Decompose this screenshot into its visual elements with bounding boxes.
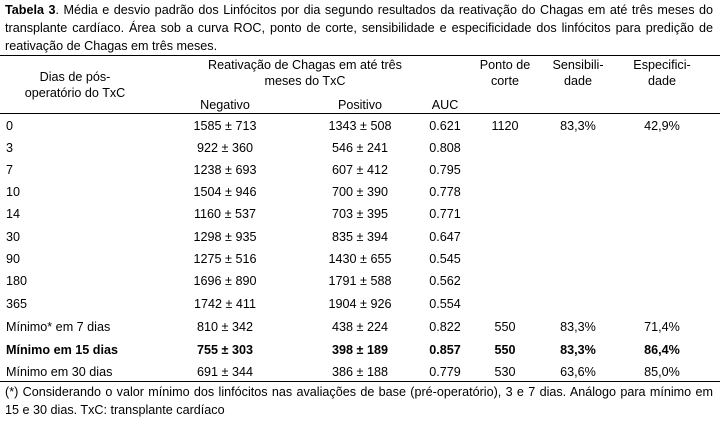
- cell-auc: 0.822: [429, 320, 461, 334]
- header-especificidade-line2: dade: [647, 74, 677, 88]
- cell-auc: 0.857: [429, 343, 461, 357]
- cell-auc: 0.795: [429, 163, 461, 177]
- cell-day: 365: [6, 297, 28, 311]
- cell-day: 7: [6, 163, 14, 177]
- cell-especificidade: 86,4%: [644, 343, 680, 357]
- header-positivo: Positivo: [337, 98, 383, 112]
- cell-positivo: 1343 ± 508: [328, 119, 392, 133]
- cell-positivo: 1904 ± 926: [328, 297, 392, 311]
- cell-sensibilidade: 83,3%: [560, 119, 596, 133]
- cell-day: Mínimo* em 7 dias: [6, 320, 111, 334]
- header-days-line2: operatório do TxC: [24, 86, 126, 100]
- cell-especificidade: 85,0%: [644, 365, 680, 379]
- cell-positivo: 607 ± 412: [332, 163, 388, 177]
- cell-positivo: 703 ± 395: [332, 207, 388, 221]
- cell-auc: 0.621: [429, 119, 461, 133]
- header-bottom-rule: [0, 113, 720, 114]
- table-footnote: (*) Considerando o valor mínimo dos linfócitos nas avaliações de base (pré-operatório), 3 e 7 dias. Análogo para mínimo em 15 e 30 dias. TxC: transplante cardíaco: [5, 385, 713, 417]
- cell-negativo: 1696 ± 890: [193, 274, 257, 288]
- cell-day: 90: [6, 252, 21, 266]
- header-auc: AUC: [431, 98, 459, 112]
- cell-auc: 0.647: [429, 230, 461, 244]
- cell-sensibilidade: 83,3%: [560, 343, 596, 357]
- cell-positivo: 700 ± 390: [332, 185, 388, 199]
- header-especificidade-line1: Especifici-: [633, 58, 691, 72]
- cell-auc: 0.554: [429, 297, 461, 311]
- table-label: Tabela 3: [5, 3, 56, 17]
- cell-negativo: 691 ± 344: [197, 365, 253, 379]
- header-ponto-line2: corte: [491, 74, 519, 88]
- cell-especificidade: 42,9%: [644, 119, 680, 133]
- cell-positivo: 835 ± 394: [332, 230, 388, 244]
- cell-ponto-corte: 550: [494, 343, 516, 357]
- header-reativacao-line2: meses do TxC: [264, 74, 346, 88]
- cell-day: 180: [6, 274, 28, 288]
- cell-day: Mínimo em 15 dias: [6, 343, 118, 357]
- cell-ponto-corte: 1120: [491, 119, 519, 133]
- header-sensibilidade-line2: dade: [563, 74, 593, 88]
- cell-ponto-corte: 530: [494, 365, 516, 379]
- cell-auc: 0.778: [429, 185, 461, 199]
- cell-positivo: 438 ± 224: [332, 320, 388, 334]
- cell-sensibilidade: 63,6%: [560, 365, 596, 379]
- cell-negativo: 1504 ± 946: [193, 185, 257, 199]
- cell-auc: 0.545: [429, 252, 461, 266]
- cell-day: 14: [6, 207, 21, 221]
- table-bottom-rule: [0, 381, 720, 382]
- cell-negativo: 922 ± 360: [197, 141, 253, 155]
- header-reativacao-line1: Reativação de Chagas em até três: [208, 58, 402, 72]
- header-days-line1: Dias de pós-: [39, 70, 111, 84]
- cell-day: 0: [6, 119, 14, 133]
- table-top-rule: [0, 55, 720, 56]
- cell-positivo: 398 ± 189: [332, 343, 388, 357]
- cell-auc: 0.771: [429, 207, 461, 221]
- cell-day: 10: [6, 185, 21, 199]
- cell-negativo: 1298 ± 935: [193, 230, 257, 244]
- cell-negativo: 1275 ± 516: [193, 252, 257, 266]
- cell-positivo: 1791 ± 588: [328, 274, 392, 288]
- cell-negativo: 1238 ± 693: [193, 163, 257, 177]
- cell-especificidade: 71,4%: [644, 320, 680, 334]
- cell-positivo: 1430 ± 655: [328, 252, 392, 266]
- header-ponto-line1: Ponto de: [479, 58, 531, 72]
- cell-negativo: 1160 ± 537: [193, 207, 256, 221]
- cell-negativo: 1742 ± 411: [193, 297, 256, 311]
- table-caption: [5, 1, 713, 55]
- cell-day: 3: [6, 141, 14, 155]
- cell-negativo: 810 ± 342: [197, 320, 253, 334]
- cell-negativo: 755 ± 303: [197, 343, 253, 357]
- cell-auc: 0.808: [429, 141, 461, 155]
- header-negativo: Negativo: [200, 98, 250, 112]
- cell-auc: 0.779: [429, 365, 461, 379]
- cell-day: 30: [6, 230, 21, 244]
- cell-positivo: 386 ± 188: [332, 365, 388, 379]
- cell-auc: 0.562: [429, 274, 461, 288]
- cell-ponto-corte: 550: [494, 320, 516, 334]
- caption-text: . Média e desvio padrão dos Linfócitos por dia segundo resultados da reativação do Chagas em até três meses do transplante cardíaco. Área sob a curva ROC, ponto de corte, sensibilidade e especificidade dos linfócitos para predição de reativação de Chagas em três meses.: [5, 3, 713, 53]
- header-sensibilidade-line1: Sensibili-: [552, 58, 604, 72]
- cell-day: Mínimo em 30 dias: [6, 365, 113, 379]
- cell-sensibilidade: 83,3%: [560, 320, 596, 334]
- cell-positivo: 546 ± 241: [332, 141, 388, 155]
- cell-negativo: 1585 ± 713: [193, 119, 257, 133]
